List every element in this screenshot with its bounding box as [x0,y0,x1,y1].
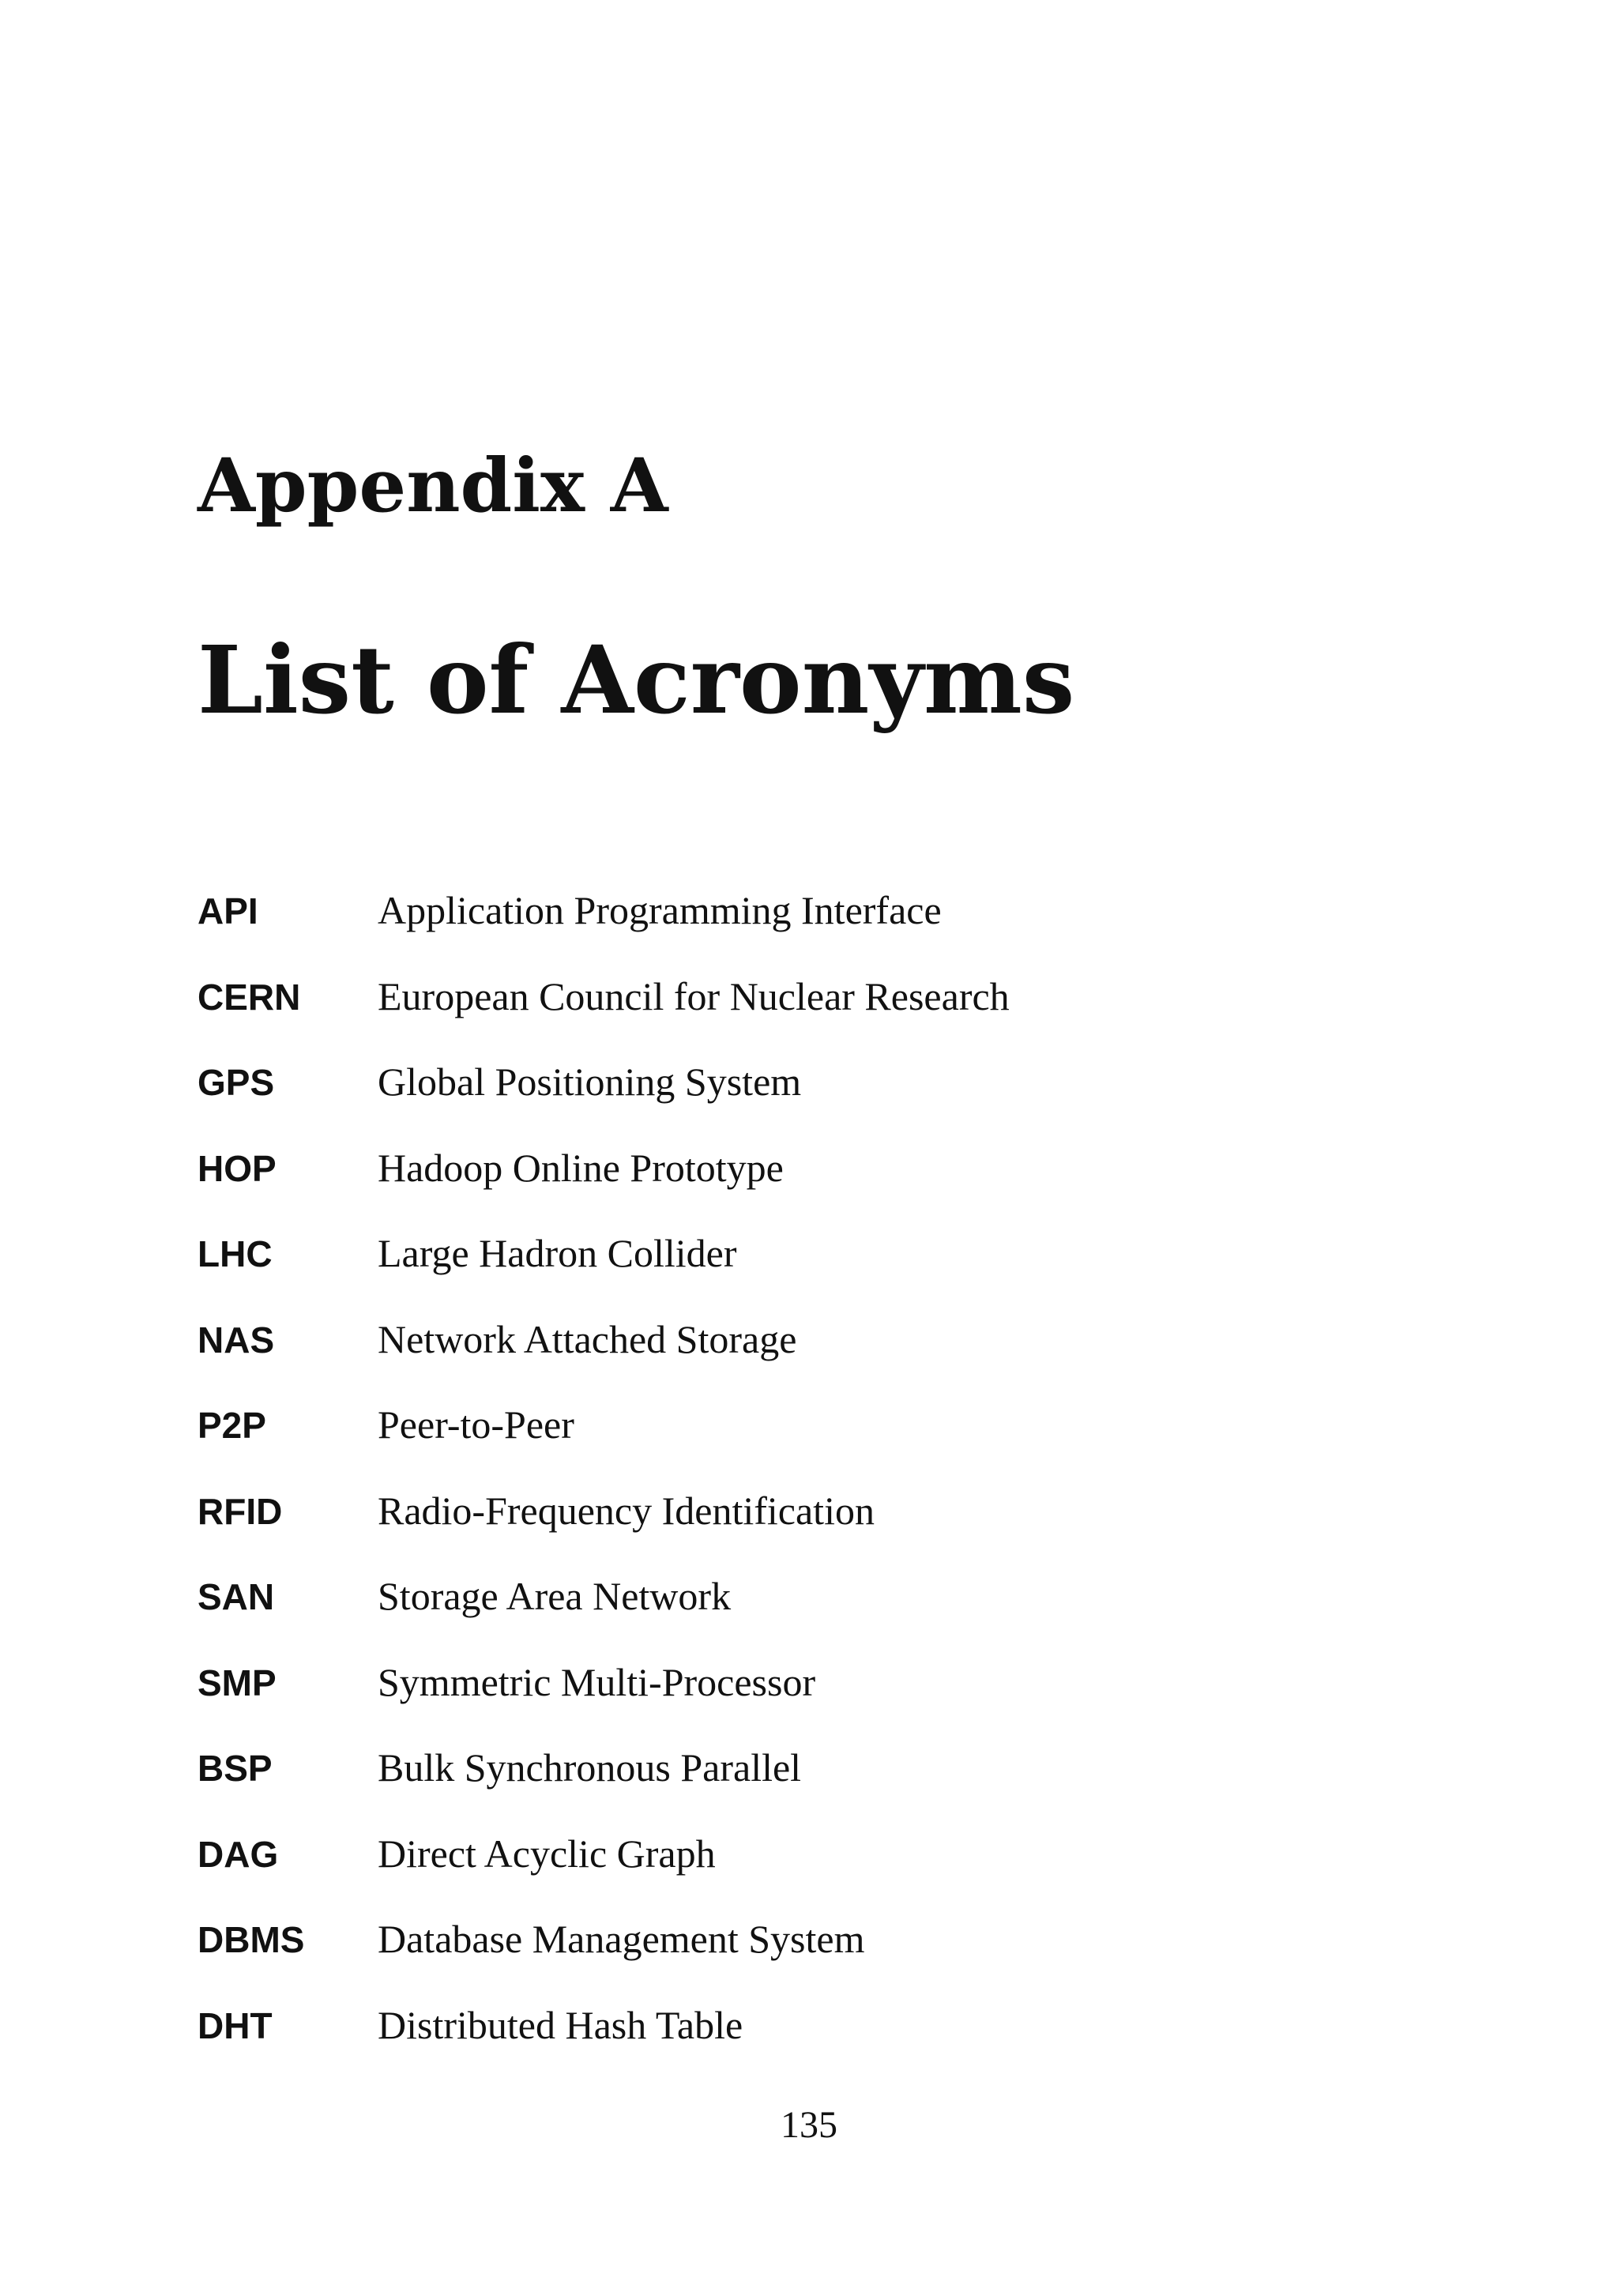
acronym-definition: Application Programming Interface [378,888,942,932]
acronym-definition: Storage Area Network [378,1574,732,1618]
acronym-term: API [198,890,258,932]
acronym-definition: Symmetric Multi-Processor [378,1659,816,1704]
acronym-list [198,886,1422,2087]
acronym-row-cern [198,973,1422,1059]
acronym-definition: Peer-to-Peer [378,1402,574,1447]
acronym-row-dht [198,2001,1422,2087]
acronym-row-lhc [198,1229,1422,1315]
acronym-row-san [198,1572,1422,1658]
acronym-term: NAS [198,1319,275,1361]
acronym-row-gps [198,1058,1422,1144]
acronym-term: P2P [198,1405,266,1446]
acronym-row-bsp [198,1744,1422,1830]
acronym-definition: Distributed Hash Table [378,2002,743,2047]
acronym-definition: Large Hadron Collider [378,1231,737,1275]
acronym-term: BSP [198,1748,273,1789]
acronym-term: DHT [198,2004,273,2046]
acronym-definition: Network Attached Storage [378,1316,797,1361]
acronym-definition: Radio-Frequency Identification [378,1488,875,1533]
acronym-term: LHC [198,1233,273,1274]
acronym-term: SMP [198,1662,277,1703]
acronym-term: RFID [198,1490,283,1532]
acronym-row-dbms [198,1915,1422,2001]
page-number: 135 [781,2104,837,2146]
page-title: List of Acronyms [198,625,1075,735]
acronym-row-rfid [198,1487,1422,1573]
appendix-label: Appendix A [198,442,668,529]
acronym-row-api [198,886,1422,973]
acronym-definition: Bulk Synchronous Parallel [378,1745,802,1790]
acronym-term: HOP [198,1147,277,1189]
acronym-term: DAG [198,1833,279,1875]
acronym-definition: European Council for Nuclear Research [378,973,1010,1018]
acronym-definition: Global Positioning System [378,1060,802,1104]
acronym-term: DBMS [198,1919,305,1960]
acronym-definition: Database Management System [378,1917,865,1961]
acronym-term: CERN [198,976,301,1018]
acronym-term: GPS [198,1062,275,1103]
acronym-definition: Hadoop Online Prototype [378,1145,784,1190]
acronym-row-smp [198,1658,1422,1745]
acronym-row-hop [198,1144,1422,1230]
acronym-term: SAN [198,1576,275,1617]
acronym-definition: Direct Acyclic Graph [378,1831,716,1876]
acronym-row-dag [198,1830,1422,1916]
acronym-row-nas [198,1315,1422,1402]
acronym-row-p2p [198,1401,1422,1487]
